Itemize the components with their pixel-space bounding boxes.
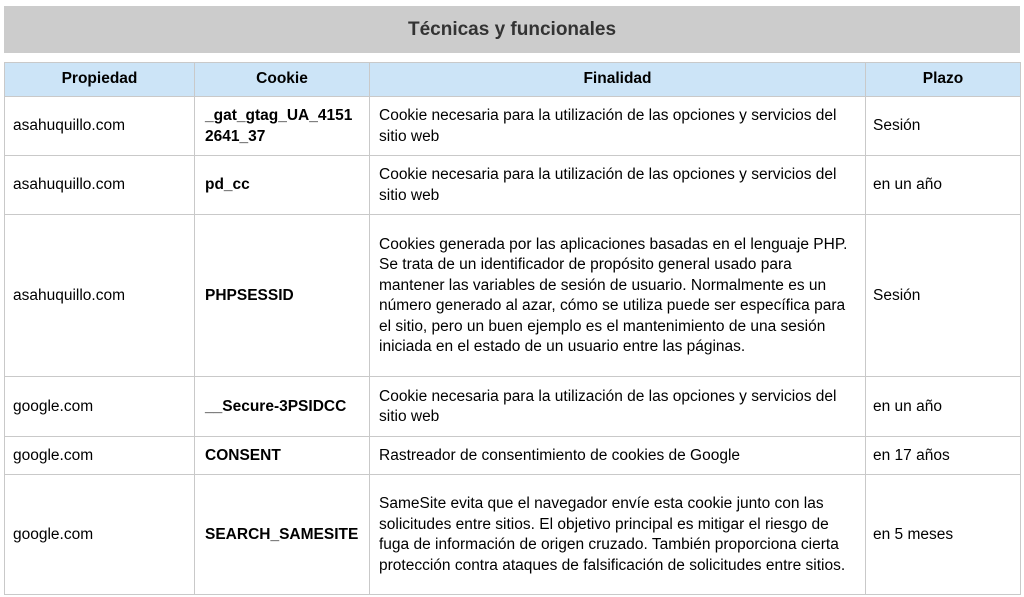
cell-finalidad: Cookie necesaria para la utilización de las opciones y servicios del sitio web	[370, 156, 866, 215]
cell-plazo: en 17 años	[866, 437, 1021, 475]
cell-propiedad: google.com	[5, 475, 195, 595]
cell-propiedad: asahuquillo.com	[5, 156, 195, 215]
header-propiedad: Propiedad	[5, 63, 195, 97]
cell-cookie: _gat_gtag_UA_41512641_37	[195, 97, 370, 156]
cell-finalidad: SameSite evita que el navegador envíe esta cookie junto con las solicitudes entre sitios. El objetivo principal es mitigar el riesgo de fuga de información de origen cruzado. También proporciona cierta protección contra ataques de falsificación de solicitudes entre sitios.	[370, 475, 866, 595]
cell-cookie: pd_cc	[195, 156, 370, 215]
header-finalidad: Finalidad	[370, 63, 866, 97]
cell-finalidad: Cookies generada por las aplicaciones basadas en el lenguaje PHP. Se trata de un identificador de propósito general usado para mantener las variables de sesión de usuario. Normalmente es un número generado al azar, cómo se utiliza puede ser específica para el sitio, pero un buen ejemplo es el mantenimiento de una sesión iniciada en el estado de un usuario entre las páginas.	[370, 215, 866, 377]
cell-plazo: en un año	[866, 377, 1021, 437]
table-row	[5, 215, 1021, 377]
cell-plazo: en 5 meses	[866, 475, 1021, 595]
cell-propiedad: google.com	[5, 377, 195, 437]
table-header-row	[5, 63, 1021, 97]
cell-cookie: PHPSESSID	[195, 215, 370, 377]
header-plazo: Plazo	[866, 63, 1021, 97]
cell-finalidad: Rastreador de consentimiento de cookies de Google	[370, 437, 866, 475]
table-row	[5, 156, 1021, 215]
cookies-section	[4, 6, 1020, 595]
table-row	[5, 97, 1021, 156]
cell-cookie: SEARCH_SAMESITE	[195, 475, 370, 595]
cell-finalidad: Cookie necesaria para la utilización de las opciones y servicios del sitio web	[370, 97, 866, 156]
section-title: Técnicas y funcionales	[4, 6, 1020, 53]
cell-propiedad: google.com	[5, 437, 195, 475]
cookies-table	[4, 62, 1021, 595]
cell-propiedad: asahuquillo.com	[5, 215, 195, 377]
cell-cookie: __Secure-3PSIDCC	[195, 377, 370, 437]
cell-plazo: Sesión	[866, 215, 1021, 377]
table-row	[5, 377, 1021, 437]
table-row	[5, 475, 1021, 595]
cell-propiedad: asahuquillo.com	[5, 97, 195, 156]
cell-plazo: Sesión	[866, 97, 1021, 156]
cell-finalidad: Cookie necesaria para la utilización de las opciones y servicios del sitio web	[370, 377, 866, 437]
header-cookie: Cookie	[195, 63, 370, 97]
cell-plazo: en un año	[866, 156, 1021, 215]
cell-cookie: CONSENT	[195, 437, 370, 475]
table-row	[5, 437, 1021, 475]
